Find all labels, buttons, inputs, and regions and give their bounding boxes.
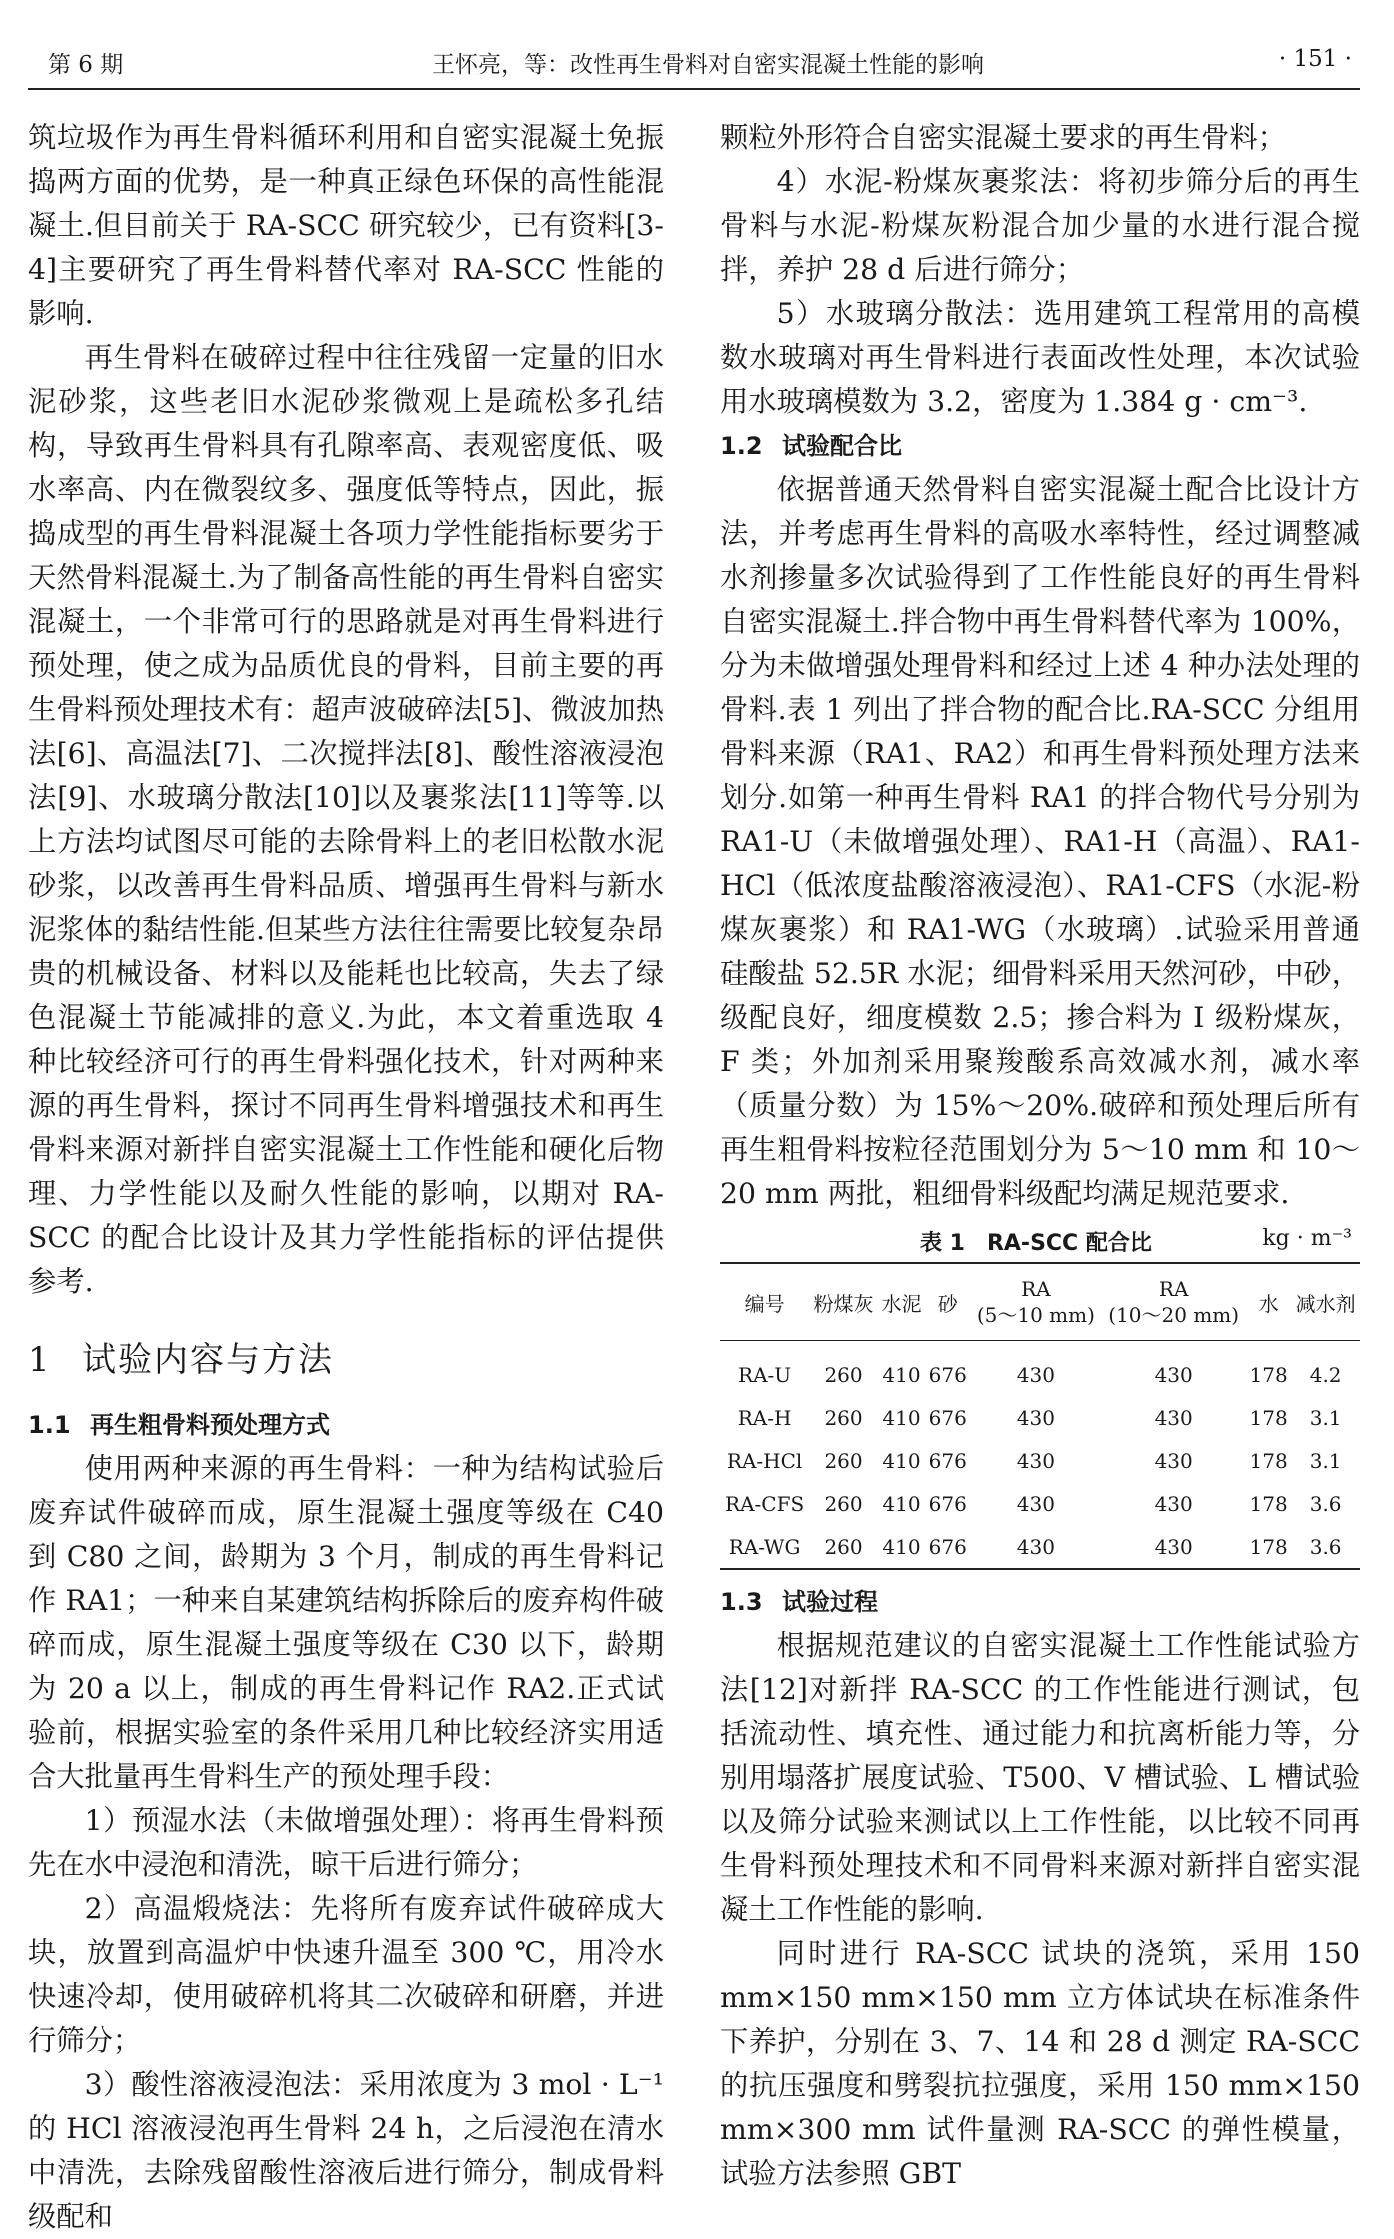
- table-caption: [720, 1222, 1360, 1262]
- ra-size-range: (5～10 mm): [976, 1303, 1095, 1327]
- left-column: [28, 116, 664, 2239]
- test-procedure-paragraph-2: 同时进行 RA-SCC 试块的浇筑，采用 150 mm×150 mm×150 mm 立方体试块在标准条件下养护，分别在 3、7、14 和 28 d 测定 RA-SCC 的抗压强度和劈裂抗拉强度，采用 150 mm×150 mm×300 mm 试件量测 RA-SCC 的弹性模量，试验方法参照 GBT: [720, 1937, 1360, 2190]
- section-number: 1: [28, 1340, 52, 1380]
- table-cell: 430: [1016, 1448, 1055, 1473]
- subsection-title: 再生粗骨料预处理方式: [90, 1411, 330, 1439]
- table-cell: 260: [809, 1525, 878, 1569]
- table-cell: 430: [1154, 1448, 1193, 1473]
- table-cell: 410: [882, 1491, 921, 1516]
- table-cell: 260: [824, 1362, 863, 1387]
- table-row: [720, 1396, 1360, 1439]
- table-cell: 410: [882, 1405, 921, 1430]
- table-cell: 3.1: [1309, 1405, 1342, 1430]
- table-cell: 410: [878, 1525, 925, 1569]
- table-unit: kg · m⁻³: [1262, 1226, 1352, 1251]
- table-cell: 178: [1249, 1491, 1288, 1516]
- table-cell: 676: [928, 1405, 967, 1430]
- ra-label: RA: [1021, 1277, 1051, 1301]
- table-cell: 178: [1249, 1362, 1288, 1387]
- section-heading-1: [28, 1332, 664, 1381]
- table-cell: RA-WG: [720, 1525, 809, 1569]
- column-header-flyash: 粉煤灰: [809, 1263, 878, 1341]
- journal-issue: 第 6 期: [48, 52, 124, 78]
- subsection-number: 1.2: [720, 432, 763, 460]
- table-cell: RA-HCl: [726, 1448, 803, 1473]
- table-cell: 3.1: [1309, 1448, 1342, 1473]
- subsection-heading-1-1: [28, 1403, 664, 1447]
- test-procedure-paragraph-1: 根据规范建议的自密实混凝土工作性能试验方法[12]对新拌 RA-SCC 的工作性能进行测试，包括流动性、填充性、通过能力和抗离析能力等，分别用塌落扩展度试验、T500、V 槽试验、L 槽试验以及筛分试验来测试以上工作性能，以比较不同再生骨料预处理技术和不同骨料来源对新拌自密实混凝土工作性能的影响.: [720, 1629, 1360, 1926]
- table-cell: RA-H: [737, 1405, 792, 1430]
- method-item-1: 1）预湿水法（未做增强处理）：将再生骨料预先在水中浸泡和清洗，晾干后进行筛分；: [28, 1804, 664, 1881]
- mix-proportion-table: [720, 1262, 1360, 1570]
- table-cell: 3.6: [1291, 1525, 1360, 1569]
- table-cell: 260: [824, 1405, 863, 1430]
- table-cell: 178: [1249, 1448, 1288, 1473]
- subsection-title: 试验过程: [782, 1588, 878, 1616]
- table-cell: 676: [928, 1362, 967, 1387]
- ra-label: RA: [1158, 1277, 1189, 1301]
- table-cell: 4.2: [1309, 1362, 1342, 1387]
- ra-size-range: (10～20 mm): [1108, 1303, 1240, 1327]
- column-header-sand: 砂: [925, 1263, 970, 1341]
- intro-paragraph-1: 筑垃圾作为再生骨料循环利用和自密实混凝土免振捣两方面的优势，是一种真正绿色环保的高性能混凝土.但目前关于 RA-SCC 研究较少，已有资料[3-4]主要研究了再生骨料替代率对 RA-SCC 性能的影响.: [28, 121, 664, 330]
- subsection-heading-1-3: [720, 1580, 1360, 1624]
- table-row: [720, 1341, 1360, 1397]
- method-item-5: 5）水玻璃分散法：选用建筑工程常用的高模数水玻璃对再生骨料进行表面改性处理，本次试验用水玻璃模数为 3.2，密度为 1.384 g · cm⁻³.: [720, 297, 1360, 418]
- table-cell: 430: [1016, 1491, 1055, 1516]
- table-cell: 430: [1016, 1362, 1055, 1387]
- mix-design-paragraph: 依据普通天然骨料自密实混凝土配合比设计方法，并考虑再生骨料的高吸水率特性，经过调整减水剂掺量多次试验得到了工作性能良好的再生骨料自密实混凝土.拌合物中再生骨料替代率为 100%，分为未做增强处理骨料和经过上述 4 种办法处理的骨料.表 1 列出了拌合物的配合比.RA-SCC 分组用骨料来源（RA1、RA2）和再生骨料预处理方法来划分.如第一种再生骨料 RA1 的拌合物代号分别为 RA1-U（未做增强处理）、RA1-H（高温）、RA1-HCl（低浓度盐酸溶液浸泡）、RA1-CFS（水泥-粉煤灰裹浆）和 RA1-WG（水玻璃）.试验采用普通硅酸盐 52.5R 水泥；细骨料采用天然河砂，中砂，级配良好，细度模数 2.5；掺合料为 Ⅰ 级粉煤灰，F 类；外加剂采用聚羧酸系高效减水剂，减水率（质量分数）为 15%～20%.破碎和预处理后所有再生粗骨料按粒径范围划分为 5～10 mm 和 10～20 mm 两批，粗细骨料级配均满足规范要求.: [720, 473, 1360, 1210]
- table-cell: 430: [1154, 1405, 1193, 1430]
- column-header-ra-small: [970, 1263, 1101, 1341]
- pretreatment-paragraph: 使用两种来源的再生骨料：一种为结构试验后废弃试件破碎而成，原生混凝土强度等级在 C40 到 C80 之间，龄期为 3 个月，制成的再生骨料记作 RA1；一种来自某建筑结构拆除后的废弃构件破碎而成，原生混凝土强度等级在 C30 以下，龄期为 20 a 以上，制成的再生骨料记作 RA2.正式试验前，根据实验室的条件采用几种比较经济实用适合大批量再生骨料生产的预处理手段：: [28, 1452, 664, 1793]
- column-header-water: 水: [1246, 1263, 1291, 1341]
- column-header-id: 编号: [720, 1263, 809, 1341]
- table-cell: 676: [925, 1525, 970, 1569]
- running-title: 王怀亮，等：改性再生骨料对自密实混凝土性能的影响: [432, 52, 984, 78]
- table-title: 表 1 RA-SCC 配合比: [920, 1231, 1152, 1256]
- table-cell: 260: [824, 1491, 863, 1516]
- table-cell: RA-CFS: [725, 1491, 805, 1516]
- method-item-3: 3）酸性溶液浸泡法：采用浓度为 3 mol · L⁻¹ 的 HCl 溶液浸泡再生骨料 24 h，之后浸泡在清水中清洗，去除残留酸性溶液后进行筛分，制成骨料级配和: [28, 2068, 664, 2233]
- subsection-heading-1-2: [720, 424, 1360, 468]
- table-header-row: [720, 1263, 1360, 1341]
- page-number: · 151 ·: [1278, 46, 1352, 72]
- table-cell: 410: [882, 1448, 921, 1473]
- page-header: [28, 38, 1360, 90]
- intro-paragraph-2: 再生骨料在破碎过程中往往残留一定量的旧水泥砂浆，这些老旧水泥砂浆微观上是疏松多孔结构，导致再生骨料具有孔隙率高、表观密度低、吸水率高、内在微裂纹多、强度低等特点，因此，振捣成型的再生骨料混凝土各项力学性能指标要劣于天然骨料混凝土.为了制备高性能的再生骨料自密实混凝土，一个非常可行的思路就是对再生骨料进行预处理，使之成为品质优良的骨料，目前主要的再生骨料预处理技术有：超声波破碎法[5]、微波加热法[6]、高温法[7]、二次搅拌法[8]、酸性溶液浸泡法[9]、水玻璃分散法[10]以及裹浆法[11]等等.以上方法均试图尽可能的去除骨料上的老旧松散水泥砂浆，以改善再生骨料品质、增强再生骨料与新水泥浆体的黏结性能.但某些方法往往需要比较复杂昂贵的机械设备、材料以及能耗也比较高，失去了绿色混凝土节能减排的意义.为此，本文着重选取 4 种比较经济可行的再生骨料强化技术，针对两种来源的再生骨料，探讨不同再生骨料增强技术和再生骨料来源对新拌自密实混凝土工作性能和硬化后物理、力学性能以及耐久性能的影响，以期对 RA-SCC 的配合比设计及其力学性能指标的评估提供参考.: [28, 341, 664, 1298]
- table-cell: RA-U: [738, 1362, 792, 1387]
- table-cell: 430: [1154, 1491, 1193, 1516]
- table-cell: 676: [928, 1491, 967, 1516]
- column-header-cement: 水泥: [878, 1263, 925, 1341]
- table-cell: 430: [1154, 1362, 1193, 1387]
- table-row: [720, 1439, 1360, 1482]
- section-title: 试验内容与方法: [82, 1340, 334, 1380]
- column-header-ra-large: [1101, 1263, 1246, 1341]
- table-cell: 178: [1246, 1525, 1291, 1569]
- right-column: [720, 116, 1360, 2196]
- subsection-number: 1.3: [720, 1588, 763, 1616]
- table-row: [720, 1525, 1360, 1569]
- table-cell: 178: [1249, 1405, 1288, 1430]
- subsection-title: 试验配合比: [782, 432, 902, 460]
- table-row: [720, 1482, 1360, 1525]
- table-cell: 260: [824, 1448, 863, 1473]
- table-cell: 430: [1101, 1525, 1246, 1569]
- table-cell: 3.6: [1309, 1491, 1342, 1516]
- table-body: [720, 1341, 1360, 1570]
- subsection-number: 1.1: [28, 1411, 71, 1439]
- table-cell: 410: [882, 1362, 921, 1387]
- table-cell: 676: [928, 1448, 967, 1473]
- method-item-4: 4）水泥-粉煤灰裹浆法：将初步筛分后的再生骨料与水泥-粉煤灰粉混合加少量的水进行混合搅拌，养护 28 d 后进行筛分；: [720, 165, 1360, 286]
- method-item-3-continued: 颗粒外形符合自密实混凝土要求的再生骨料；: [720, 121, 1286, 154]
- method-item-2: 2）高温煅烧法：先将所有废弃试件破碎成大块，放置到高温炉中快速升温至 300 ℃，用冷水快速冷却，使用破碎机将其二次破碎和研磨，并进行筛分；: [28, 1892, 664, 2057]
- table-cell: 430: [970, 1525, 1101, 1569]
- table-cell: 430: [1016, 1405, 1055, 1430]
- column-header-superplasticizer: 减水剂: [1291, 1263, 1360, 1341]
